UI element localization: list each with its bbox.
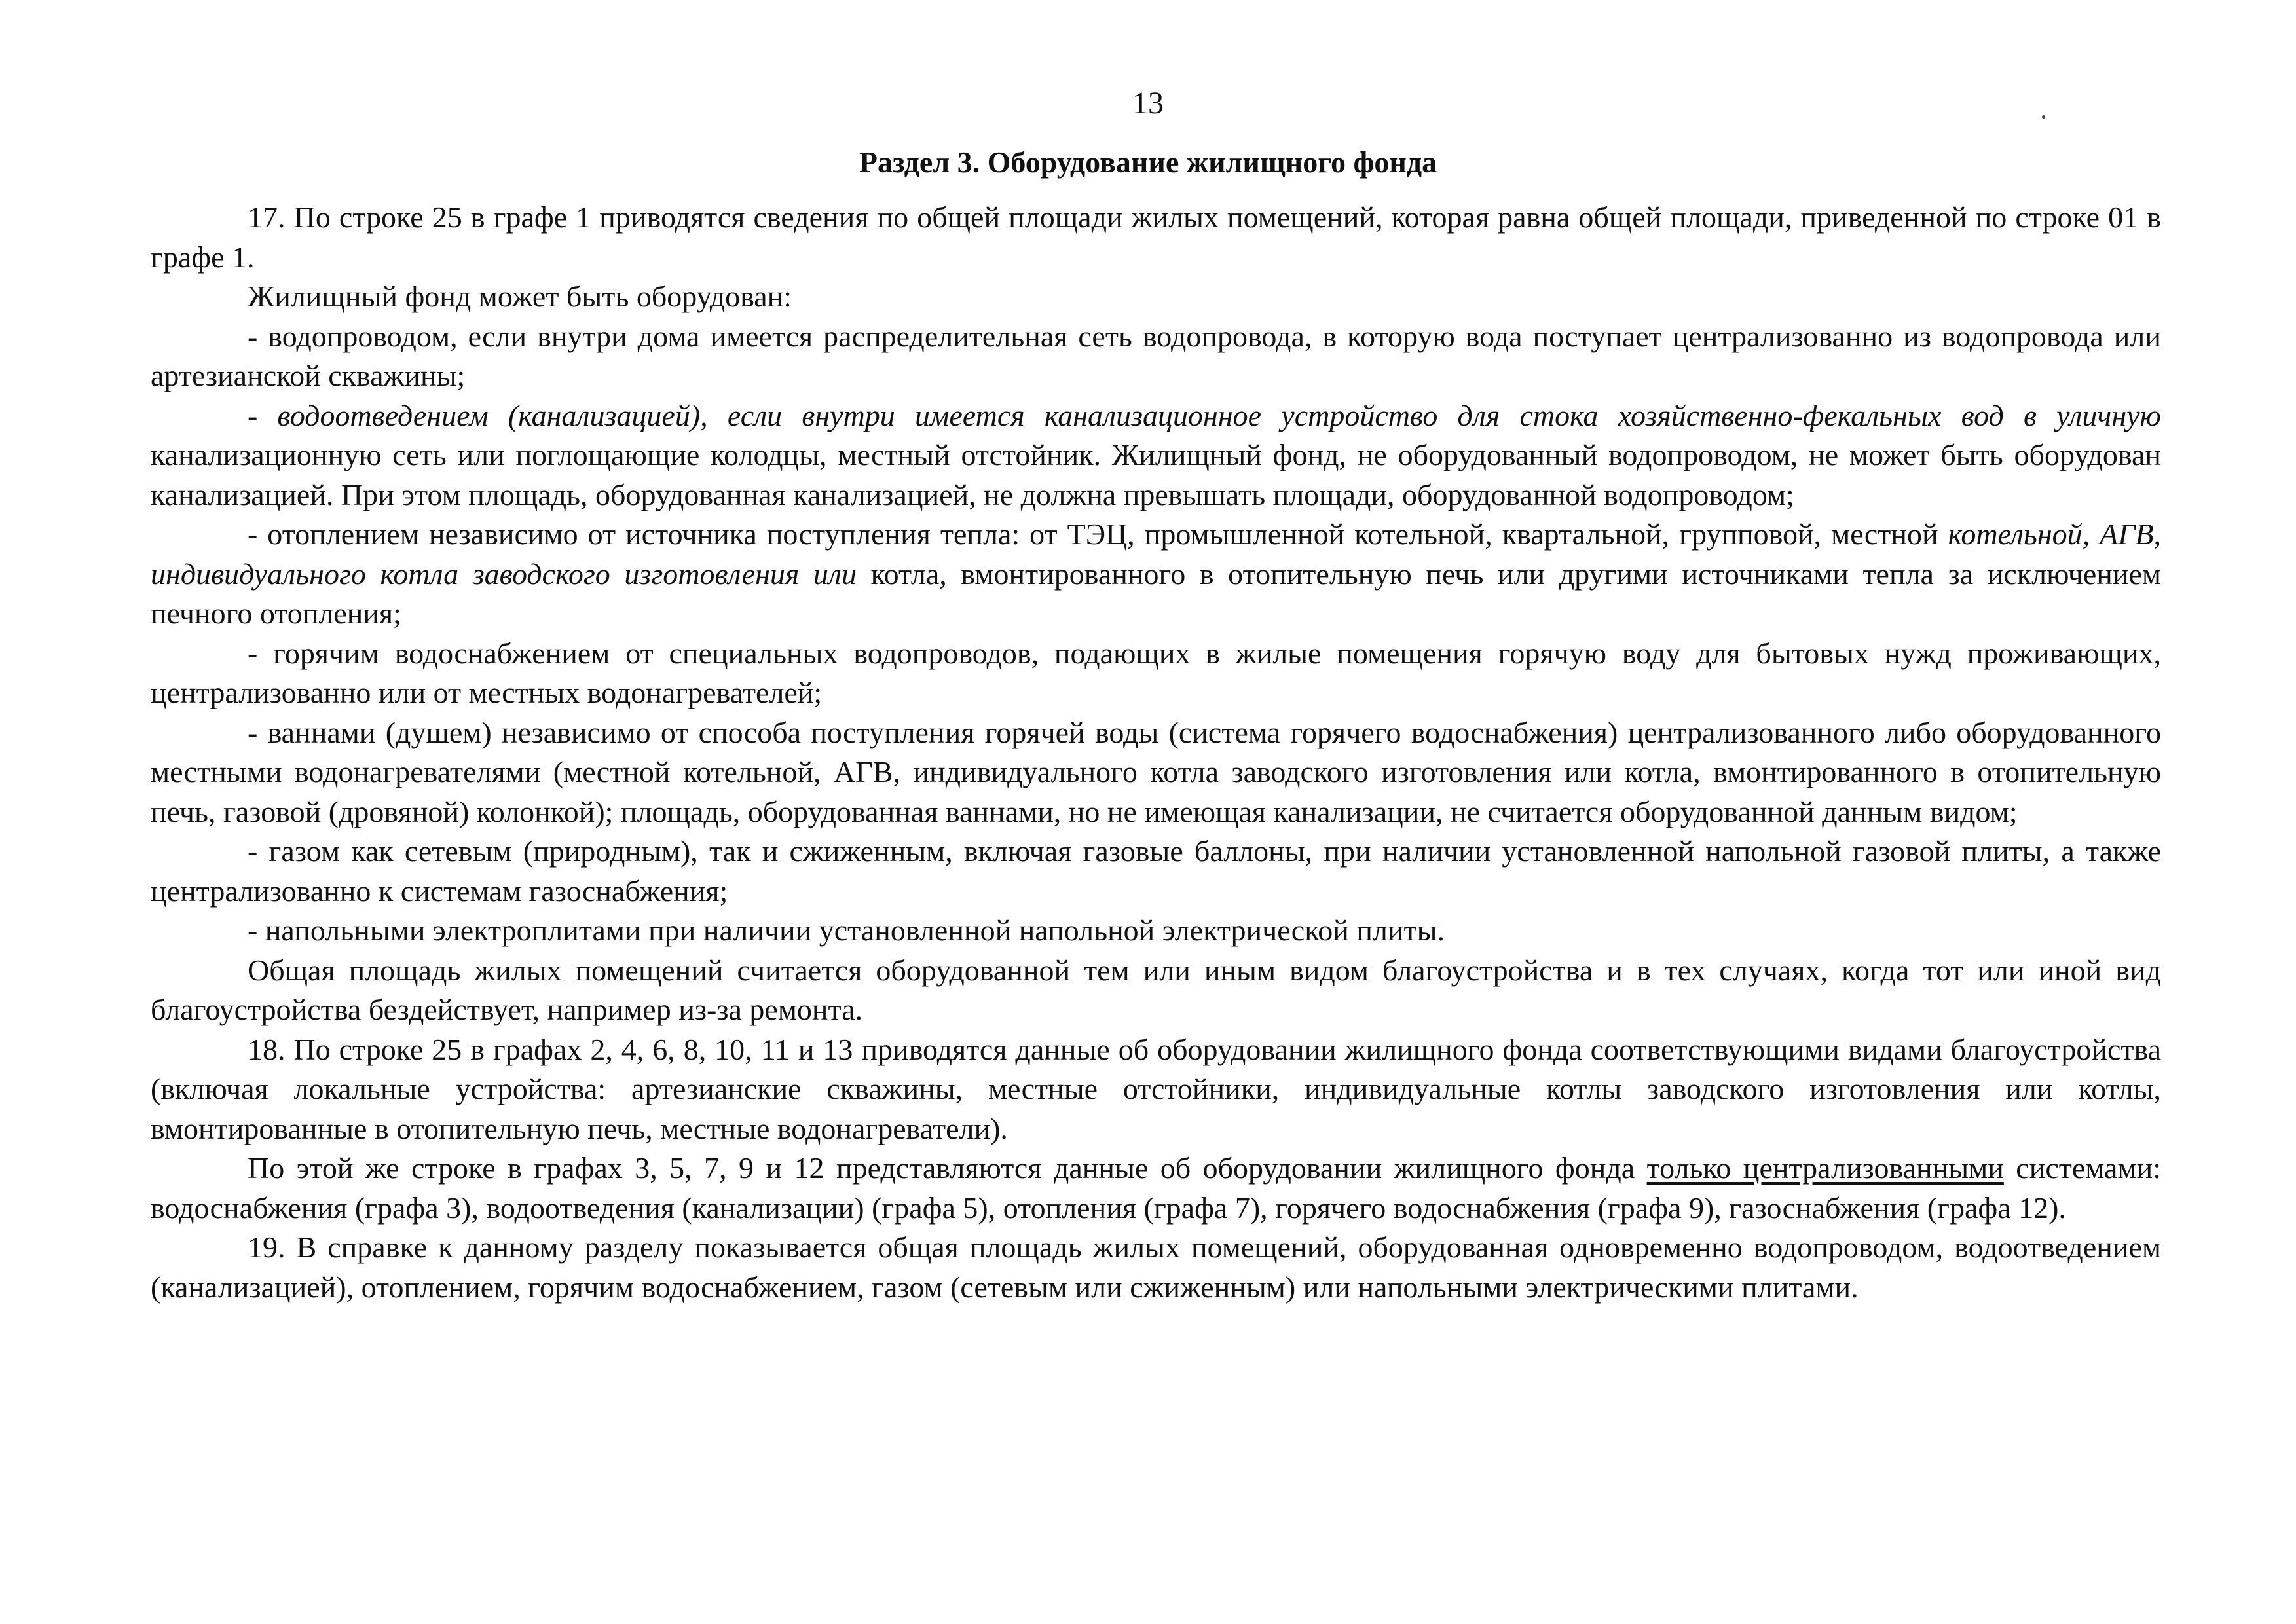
same-row-text-a: По этой же строке в графах 3, 5, 7, 9 и 12 представляются данные об оборудовании жилищного фонда [248, 1151, 1647, 1185]
sewer-italic-text: - водоотведением (канализацией), если внутри имеется канализационное устройство для стока хозяйственно-фекальных вод в уличную [248, 398, 2161, 432]
same-row-underlined-text: только централизованными [1646, 1151, 2004, 1185]
heating-text-b: котла, вмонтированного в отопительную печь или другими источниками тепла за исключением печного отопления; [151, 557, 2162, 630]
paragraph-18: 18. По строке 25 в графах 2, 4, 6, 8, 10, 11 и 13 приводятся данные об оборудовании жилищного фонда соответствующими видами благоустройства (включая локальные устройства: артезианские скважины, местные отстойники, индивидуальные котлы заводского изготовления или котлы, вмонтированные в отопительную печь, местные водонагреватели). [151, 1032, 2161, 1145]
heating-text-a: - отоплением независимо от источника поступления тепла: от ТЭЦ, промышленной котельной, квартальной, групповой, местной [248, 517, 1948, 551]
document-body [151, 198, 2161, 1307]
page-number: 13 [1132, 86, 1164, 120]
paragraph-gas: - газом как сетевым (природным), так и сжиженным, включая газовые баллоны, при наличии установленной напольной газовой плиты, а также централизованно к системам газоснабжения; [151, 834, 2161, 908]
same-row-text-b: системами: водоснабжения (графа 3), водоотведения (канализации) (графа 5), отопления (графа 7), горячего водоснабжения (графа 9), газоснабжения (графа 12). [151, 1151, 2161, 1225]
paragraph-intro: Жилищный фонд может быть оборудован: [248, 280, 792, 313]
scan-artifact-dot [2042, 115, 2045, 119]
paragraph-19: 19. В справке к данному разделу показывается общая площадь жилых помещений, оборудованная одновременно водопроводом, водоотведением (канализацией), отоплением, горячим водоснабжением, газом (сетевым или сжиженным) или напольными электрическими плитами. [151, 1230, 2161, 1304]
paragraph-heating [151, 515, 2161, 634]
section-title: Раздел 3. Оборудование жилищного фонда [859, 145, 1437, 179]
paragraph-17: 17. По строке 25 в графе 1 приводятся сведения по общей площади жилых помещений, которая равна общей площади, приведенной по строке 01 в графе 1. [151, 200, 2161, 274]
heating-italic-text: котельной, АГВ, индивидуального котла заводского изготовления или [151, 517, 2161, 591]
sewer-rest-text: канализационную сеть или поглощающие колодцы, местный отстойник. Жилищный фонд, не оборудованный водопроводом, не может быть оборудован канализацией. При этом площадь, оборудованная канализацией, не должна превышать площади, оборудованной водопроводом; [151, 438, 2161, 511]
paragraph-sewer [151, 396, 2161, 515]
paragraph-water: - водопроводом, если внутри дома имеется распределительная сеть водопровода, в которую вода поступает централизованно из водопровода или артезианской скважины; [151, 319, 2161, 392]
paragraph-hot-water: - горячим водоснабжением от специальных водопроводов, подающих в жилые помещения горячую воду для бытовых нужд проживающих, централизованно или от местных водонагревателей; [151, 636, 2161, 709]
paragraph-electric: - напольными электроплитами при наличии установленной напольной электрической плиты. [248, 913, 1445, 947]
paragraph-general: Общая площадь жилых помещений считается оборудованной тем или иным видом благоустройства и в тех случаях, когда тот или иной вид благоустройства бездействует, например из-за ремонта. [151, 953, 2161, 1026]
paragraph-baths: - ваннами (душем) независимо от способа поступления горячей воды (система горячего водоснабжения) централизованного либо оборудованного местными водонагревателями (местной котельной, АГВ, индивидуального котла заводского изготовления или котла, вмонтированного в отопительную печь, газовой (дровяной) колонкой); площадь, оборудованная ваннами, но не имеющая канализации, не считается оборудованной данным видом; [151, 715, 2161, 828]
paragraph-same-row [151, 1149, 2161, 1228]
